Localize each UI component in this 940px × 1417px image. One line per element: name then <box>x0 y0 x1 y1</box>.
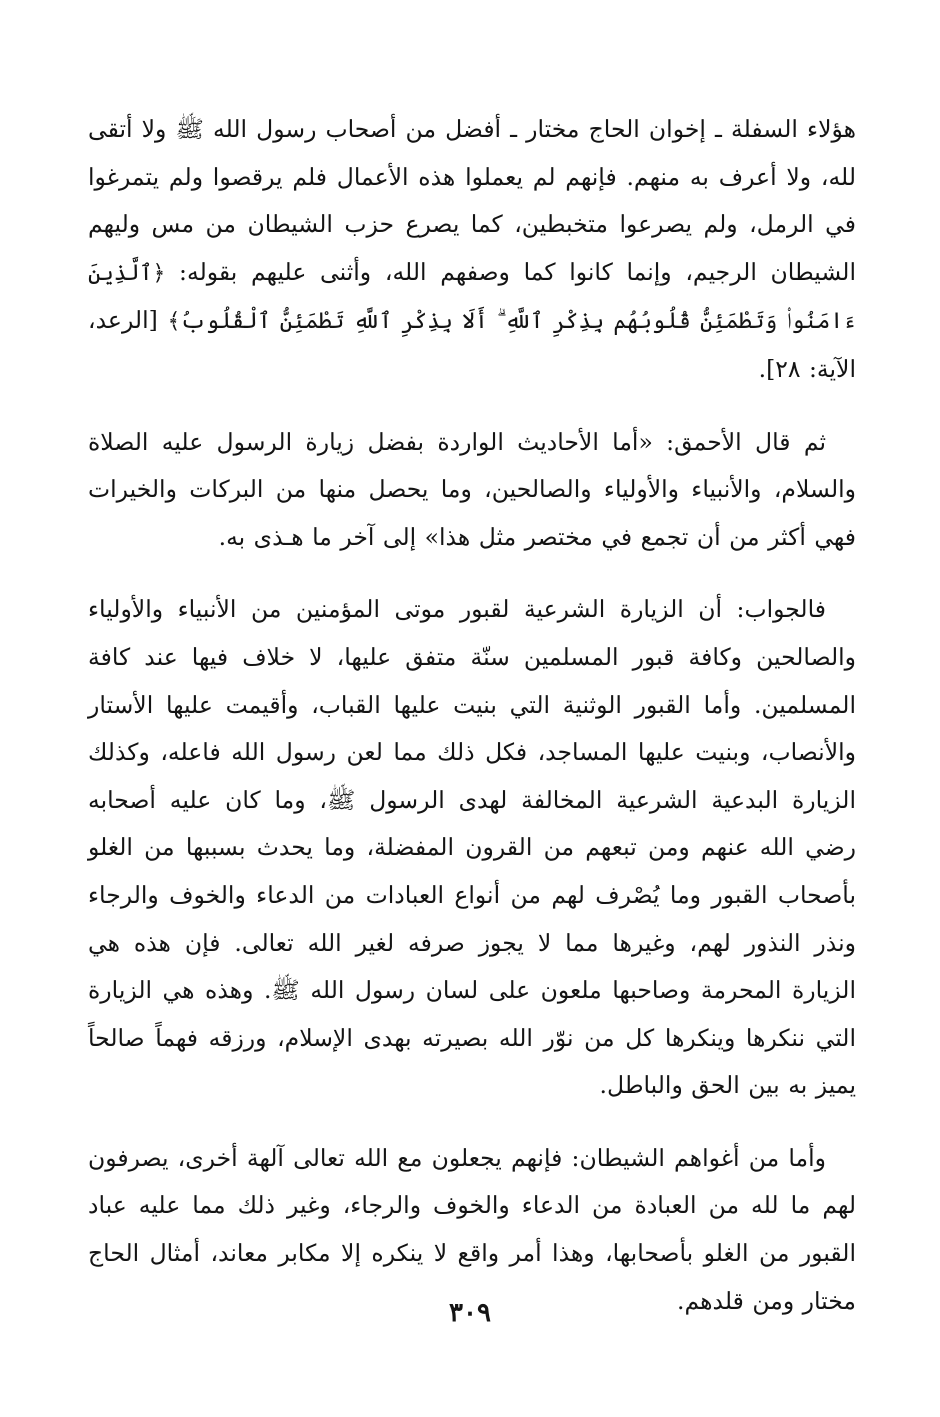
page-body <box>88 106 856 1325</box>
paragraph-3: فالجواب: أن الزيارة الشرعية لقبور موتى المؤمنين من الأنبياء والأولياء والصالحين وكافة قبور المسلمين سنّة متفق عليها، لا خلاف فيها عند كافة المسلمين. وأما القبور الوثنية التي بنيت عليها القباب، وأقيمت عليها الأستار والأنصاب، وبنيت عليها المساجد، فكل ذلك مما لعن رسول الله فاعله، وكذلك الزيارة البدعية الشرعية المخالفة لهدى الرسول ﷺ، وما كان عليه أصحابه رضي الله عنهم ومن تبعهم من القرون المفضلة، وما يحدث بسببها من الغلو بأصحاب القبور وما يُصْرف لهم من أنواع العبادات من الدعاء والخوف والرجاء ونذر النذور لهم، وغيرها مما لا يجوز صرفه لغير الله تعالى. فإن هذه هي الزيارة المحرمة وصاحبها ملعون على لسان رسول الله ﷺ. وهذه هي الزيارة التي ننكرها وينكرها كل من نوّر الله بصيرته بهدى الإسلام، ورزقه فهماً صالحاً يميز به بين الحق والباطل. <box>88 595 856 1100</box>
paragraph-1 <box>88 106 856 394</box>
verse-citation: [الرعد، الآية: ٢٨]. <box>88 306 856 383</box>
quran-verse: ﴿ٱلَّذِينَ ءَامَنُوا۟ وَتَطْمَئِنُّ قُلُوبُهُم بِذِكْرِ ٱللَّهِ ۗ أَلَا بِذِكْرِ ٱللَّهِ تَطْمَئِنُّ ٱلْقُلُوبُ﴾ <box>88 260 856 335</box>
paragraph-1-text: هؤلاء السفلة ـ إخوان الحاج مختار ـ أفضل من أصحاب رسول الله ﷺ ولا أتقى لله، ولا أعرف به منهم. فإنهم لم يعملوا هذه الأعمال فلم يرقصوا ولم يتمرغوا في الرمل، ولم يصرعوا متخبطين، كما يصرع حزب الشيطان من مس وليهم الشيطان الرجيم، وإنما كانوا كما وصفهم الله، وأثنى عليهم بقوله: <box>88 115 856 286</box>
paragraph-4: وأما من أغواهم الشيطان: فإنهم يجعلون مع الله تعالى آلهة أخرى، يصرفون لهم ما لله من العبادة من الدعاء والخوف والرجاء، وغير ذلك مما عليه عباد القبور من الغلو بأصحابها، وهذا أمر واقع لا ينكره إلا مكابر معاند، أمثال الحاج مختار ومن قلدهم. <box>88 1143 856 1315</box>
paragraph-2: ثم قال الأحمق: «أما الأحاديث الواردة بفضل زيارة الرسول عليه الصلاة والسلام، والأنبياء والأولياء والصالحين، وما يحصل منها من البركات والخيرات فهي أكثر من أن تجمع في مختصر مثل هذا» إلى آخر ما هـذى به. <box>88 427 856 551</box>
page-number: ٣٠٩ <box>449 1298 491 1328</box>
